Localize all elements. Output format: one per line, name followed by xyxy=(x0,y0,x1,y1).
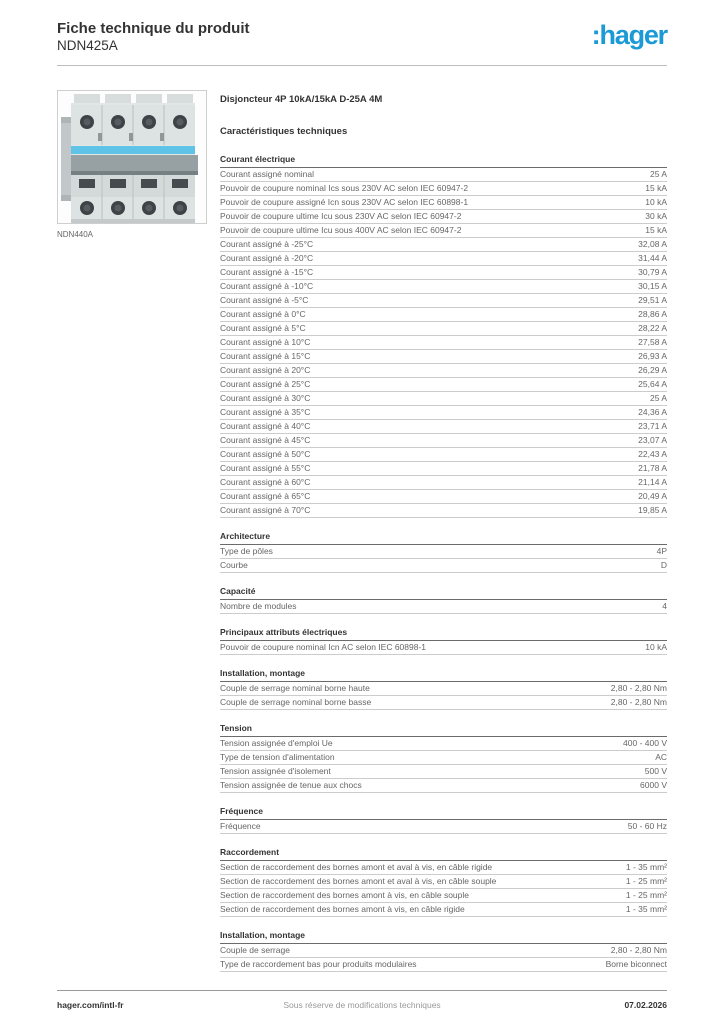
table-row xyxy=(220,350,667,364)
table-row xyxy=(220,210,667,224)
table-row xyxy=(220,559,667,573)
table-row xyxy=(220,378,667,392)
row-value: 6000 V xyxy=(640,779,667,790)
row-value: 500 V xyxy=(644,765,667,776)
table-row xyxy=(220,944,667,958)
row-value: 400 - 400 V xyxy=(623,737,667,748)
table-row xyxy=(220,861,667,875)
table-row xyxy=(220,238,667,252)
row-value: 23,71 A xyxy=(638,420,667,431)
row-label: Couple de serrage nominal borne haute xyxy=(220,683,370,693)
row-label: Pouvoir de coupure nominal Ics sous 230V AC selon IEC 60947-2 xyxy=(220,183,469,193)
table-row xyxy=(220,294,667,308)
section-title: Installation, montage xyxy=(220,669,667,682)
table-row xyxy=(220,545,667,559)
row-label: Type de pôles xyxy=(220,546,273,556)
row-value: 22,43 A xyxy=(638,448,667,459)
row-label: Courant assigné à 40°C xyxy=(220,421,311,431)
section xyxy=(220,155,667,518)
product-title: Disjoncteur 4P 10kA/15kA D-25A 4M xyxy=(220,93,383,105)
row-value: 25 A xyxy=(649,168,667,179)
section-title: Raccordement xyxy=(220,848,667,861)
row-value: 2,80 - 2,80 Nm xyxy=(610,682,667,693)
section-rows xyxy=(220,600,667,614)
row-label: Tension assignée de tenue aux chocs xyxy=(220,780,362,790)
product-image xyxy=(57,90,207,224)
row-label: Courant assigné à 5°C xyxy=(220,323,306,333)
table-row xyxy=(220,336,667,350)
row-value: 32,08 A xyxy=(638,238,667,249)
section-title: Installation, montage xyxy=(220,931,667,944)
row-label: Section de raccordement des bornes amont à vis, en câble souple xyxy=(220,890,470,900)
row-value: 15 kA xyxy=(645,224,667,235)
row-value: 10 kA xyxy=(645,196,667,207)
table-row xyxy=(220,280,667,294)
row-value: Borne biconnect xyxy=(605,958,667,969)
table-row xyxy=(220,889,667,903)
table-row xyxy=(220,420,667,434)
row-value: 28,86 A xyxy=(638,308,667,319)
row-label: Courant assigné à 0°C xyxy=(220,309,306,319)
row-label: Courant assigné à 50°C xyxy=(220,449,311,459)
row-value: 28,22 A xyxy=(638,322,667,333)
row-label: Pouvoir de coupure ultime Icu sous 230V AC selon IEC 60947-2 xyxy=(220,211,462,221)
section-rows xyxy=(220,682,667,710)
row-value: 20,49 A xyxy=(638,490,667,501)
row-value: 1 - 25 mm² xyxy=(625,889,667,900)
header xyxy=(0,0,724,55)
footer-row xyxy=(57,991,667,1010)
row-label: Section de raccordement des bornes amont et aval à vis, en câble rigide xyxy=(220,862,493,872)
row-value: 26,93 A xyxy=(638,350,667,361)
table-row xyxy=(220,252,667,266)
row-label: Fréquence xyxy=(220,821,261,831)
table-row xyxy=(220,266,667,280)
row-label: Tension assignée d'isolement xyxy=(220,766,331,776)
spec-sections xyxy=(220,155,667,972)
row-value: 2,80 - 2,80 Nm xyxy=(610,696,667,707)
section-title: Fréquence xyxy=(220,807,667,820)
row-label: Pouvoir de coupure nominal Icn AC selon IEC 60898-1 xyxy=(220,642,427,652)
table-row xyxy=(220,322,667,336)
row-label: Couple de serrage nominal borne basse xyxy=(220,697,372,707)
section-rows xyxy=(220,737,667,793)
row-value: 10 kA xyxy=(645,641,667,652)
table-row xyxy=(220,820,667,834)
row-label: Nombre de modules xyxy=(220,601,297,611)
section-rows xyxy=(220,545,667,573)
row-label: Courant assigné à 20°C xyxy=(220,365,311,375)
section-rows xyxy=(220,820,667,834)
table-row xyxy=(220,682,667,696)
page-title: Fiche technique du produit xyxy=(57,20,250,37)
row-value: 1 - 35 mm² xyxy=(625,861,667,872)
row-label: Courant assigné à 60°C xyxy=(220,477,311,487)
product-reference: NDN425A xyxy=(57,38,118,53)
row-label: Courbe xyxy=(220,560,248,570)
section xyxy=(220,669,667,710)
row-value: 21,78 A xyxy=(638,462,667,473)
section-rows xyxy=(220,168,667,518)
row-value: AC xyxy=(655,751,667,762)
table-row xyxy=(220,476,667,490)
row-label: Section de raccordement des bornes amont et aval à vis, en câble souple xyxy=(220,876,497,886)
row-label: Pouvoir de coupure ultime Icu sous 400V AC selon IEC 60947-2 xyxy=(220,225,462,235)
section-rows xyxy=(220,861,667,917)
footer-note: Sous réserve de modifications techniques xyxy=(283,1000,441,1010)
row-label: Courant assigné à 65°C xyxy=(220,491,311,501)
footer-link: hager.com/intl-fr xyxy=(57,1000,124,1010)
table-row xyxy=(220,392,667,406)
section-title: Architecture xyxy=(220,532,667,545)
section xyxy=(220,848,667,917)
row-label: Type de tension d'alimentation xyxy=(220,752,335,762)
row-value: 1 - 35 mm² xyxy=(625,903,667,914)
product-image-caption: NDN440A xyxy=(57,229,94,239)
table-row xyxy=(220,448,667,462)
row-value: 29,51 A xyxy=(638,294,667,305)
row-label: Courant assigné à 25°C xyxy=(220,379,311,389)
row-label: Pouvoir de coupure assigné Icn sous 230V AC selon IEC 60898-1 xyxy=(220,197,469,207)
hager-logo: :hager xyxy=(591,20,667,50)
section xyxy=(220,628,667,655)
row-value: 31,44 A xyxy=(638,252,667,263)
row-value: 25 A xyxy=(649,392,667,403)
row-value: 30,15 A xyxy=(638,280,667,291)
table-row xyxy=(220,903,667,917)
table-row xyxy=(220,696,667,710)
product-image-column xyxy=(57,90,207,986)
table-row xyxy=(220,765,667,779)
table-row xyxy=(220,641,667,655)
table-row xyxy=(220,308,667,322)
footer xyxy=(57,990,667,1010)
row-value: 21,14 A xyxy=(638,476,667,487)
row-label: Courant assigné à 15°C xyxy=(220,351,311,361)
table-row xyxy=(220,196,667,210)
table-row xyxy=(220,364,667,378)
row-value: 30,79 A xyxy=(638,266,667,277)
row-label: Courant assigné à -20°C xyxy=(220,253,314,263)
row-value: D xyxy=(660,559,667,570)
table-row xyxy=(220,779,667,793)
table-row xyxy=(220,490,667,504)
section-rows xyxy=(220,944,667,972)
spec-column xyxy=(220,90,667,986)
section xyxy=(220,587,667,614)
section xyxy=(220,724,667,793)
table-row xyxy=(220,434,667,448)
row-value: 30 kA xyxy=(645,210,667,221)
row-label: Courant assigné à 35°C xyxy=(220,407,311,417)
row-value: 50 - 60 Hz xyxy=(627,820,667,831)
row-label: Tension assignée d'emploi Ue xyxy=(220,738,333,748)
table-row xyxy=(220,600,667,614)
row-value: 1 - 25 mm² xyxy=(625,875,667,886)
characteristics-heading: Caractéristiques techniques xyxy=(220,125,348,137)
row-value: 2,80 - 2,80 Nm xyxy=(610,944,667,955)
table-row xyxy=(220,504,667,518)
row-value: 24,36 A xyxy=(638,406,667,417)
table-row xyxy=(220,182,667,196)
section-title: Capacité xyxy=(220,587,667,600)
row-value: 15 kA xyxy=(645,182,667,193)
circuit-breaker-illustration xyxy=(58,91,206,223)
row-label: Courant assigné à 55°C xyxy=(220,463,311,473)
row-label: Courant assigné à 10°C xyxy=(220,337,311,347)
row-value: 25,64 A xyxy=(638,378,667,389)
section-rows xyxy=(220,641,667,655)
row-value: 23,07 A xyxy=(638,434,667,445)
section xyxy=(220,807,667,834)
table-row xyxy=(220,168,667,182)
row-label: Type de raccordement bas pour produits modulaires xyxy=(220,959,417,969)
row-label: Courant assigné à -10°C xyxy=(220,281,314,291)
table-row xyxy=(220,875,667,889)
row-label: Courant assigné à 70°C xyxy=(220,505,311,515)
row-label: Courant assigné à -15°C xyxy=(220,267,314,277)
section-title: Principaux attributs électriques xyxy=(220,628,667,641)
row-label: Courant assigné à -5°C xyxy=(220,295,309,305)
row-value: 19,85 A xyxy=(638,504,667,515)
section-title: Courant électrique xyxy=(220,155,667,168)
row-value: 4P xyxy=(656,545,667,556)
footer-date: 07.02.2026 xyxy=(624,1000,667,1010)
table-row xyxy=(220,406,667,420)
table-row xyxy=(220,751,667,765)
row-value: 27,58 A xyxy=(638,336,667,347)
main-content xyxy=(0,66,724,986)
row-label: Couple de serrage xyxy=(220,945,290,955)
row-value: 26,29 A xyxy=(638,364,667,375)
row-label: Section de raccordement des bornes amont à vis, en câble rigide xyxy=(220,904,465,914)
table-row xyxy=(220,462,667,476)
section-title: Tension xyxy=(220,724,667,737)
section xyxy=(220,931,667,972)
row-label: Courant assigné à 45°C xyxy=(220,435,311,445)
row-label: Courant assigné à 30°C xyxy=(220,393,311,403)
row-value: 4 xyxy=(662,600,667,611)
section xyxy=(220,532,667,573)
row-label: Courant assigné à -25°C xyxy=(220,239,314,249)
table-row xyxy=(220,737,667,751)
row-label: Courant assigné nominal xyxy=(220,169,315,179)
table-row xyxy=(220,224,667,238)
table-row xyxy=(220,958,667,972)
